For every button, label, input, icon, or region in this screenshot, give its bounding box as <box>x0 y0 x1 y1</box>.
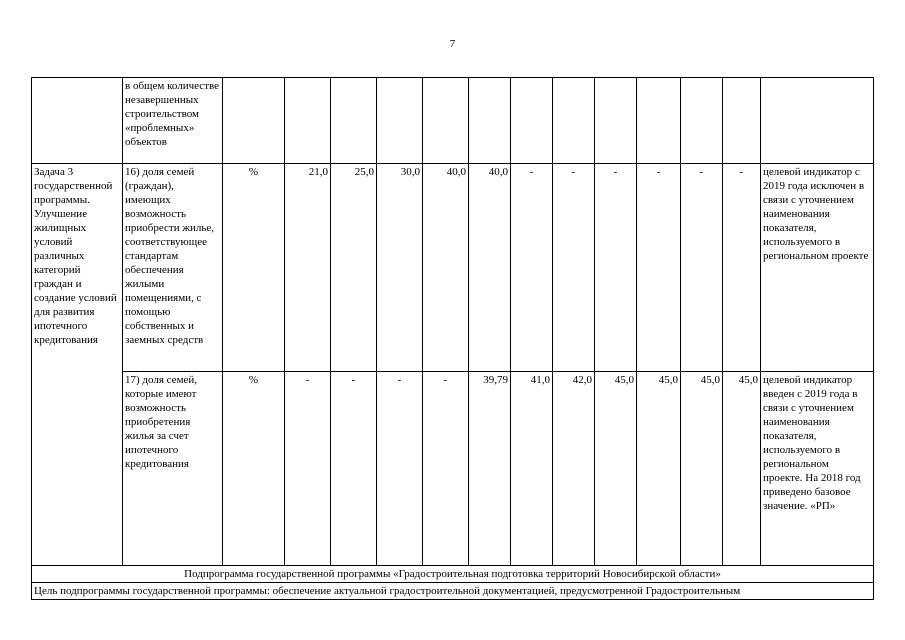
value-cell: 45,0 <box>637 372 681 566</box>
indicator-cell: 17) доля семей, которые имеют возможность приобретения жилья за счет ипотечного кредитования <box>123 372 223 566</box>
table-row <box>32 372 874 566</box>
table-row <box>32 164 874 372</box>
value-cell: 42,0 <box>553 372 595 566</box>
page-number: 7 <box>449 38 456 50</box>
value-cell: 40,0 <box>469 164 511 372</box>
note-cell: целевой индикатор с 2019 года исключен в связи с уточнением наименования показателя, используемого в региональном проекте <box>761 164 874 372</box>
table-row <box>32 583 874 600</box>
value-cell: 45,0 <box>595 372 637 566</box>
value-cell: - <box>681 164 723 372</box>
unit-cell: % <box>223 164 285 372</box>
table-row <box>32 78 874 164</box>
unit-cell: % <box>223 372 285 566</box>
value-cell: 30,0 <box>377 164 423 372</box>
value-cell: - <box>331 372 377 566</box>
value-cell: - <box>637 164 681 372</box>
value-cell: - <box>723 164 761 372</box>
value-cell: - <box>511 164 553 372</box>
unit-cell <box>223 78 285 164</box>
value-cell: - <box>285 372 331 566</box>
task-cell: Задача 3 государственной программы. Улучшение жилищных условий различных категорий граждан и создание условий для развития ипотечного кредитования <box>32 164 123 566</box>
table-row <box>32 566 874 583</box>
note-cell: целевой индикатор введен с 2019 года в связи с уточнением наименования показателя, используемого в региональном проекте. На 2018 год приведено базовое значение. «РП» <box>761 372 874 566</box>
value-cell: - <box>423 372 469 566</box>
value-cell: - <box>377 372 423 566</box>
value-cell: 40,0 <box>423 164 469 372</box>
value-cell: 45,0 <box>723 372 761 566</box>
indicator-cell: 16) доля семей (граждан), имеющих возможность приобрести жилье, соответствующее стандартам обеспечения жилыми помещениями, с помощью собственных и заемных средств <box>123 164 223 372</box>
note-cell <box>761 78 874 164</box>
value-cell: - <box>595 164 637 372</box>
indicator-cell: в общем количестве незавершенных строительством «проблемных» объектов <box>123 78 223 164</box>
value-cell: 25,0 <box>331 164 377 372</box>
value-cell: 41,0 <box>511 372 553 566</box>
task-cell <box>32 78 123 164</box>
value-cell: - <box>553 164 595 372</box>
indicators-table <box>31 77 874 600</box>
subprogram-title: Подпрограмма государственной программы «Градостроительная подготовка территорий Новосибирской области» <box>32 566 874 583</box>
value-cell: 45,0 <box>681 372 723 566</box>
value-cell: 39,79 <box>469 372 511 566</box>
subprogram-goal: Цель подпрограммы государственной программы: обеспечение актуальной градостроительной документацией, предусмотренной Градостроительным <box>32 583 874 600</box>
value-cell: 21,0 <box>285 164 331 372</box>
